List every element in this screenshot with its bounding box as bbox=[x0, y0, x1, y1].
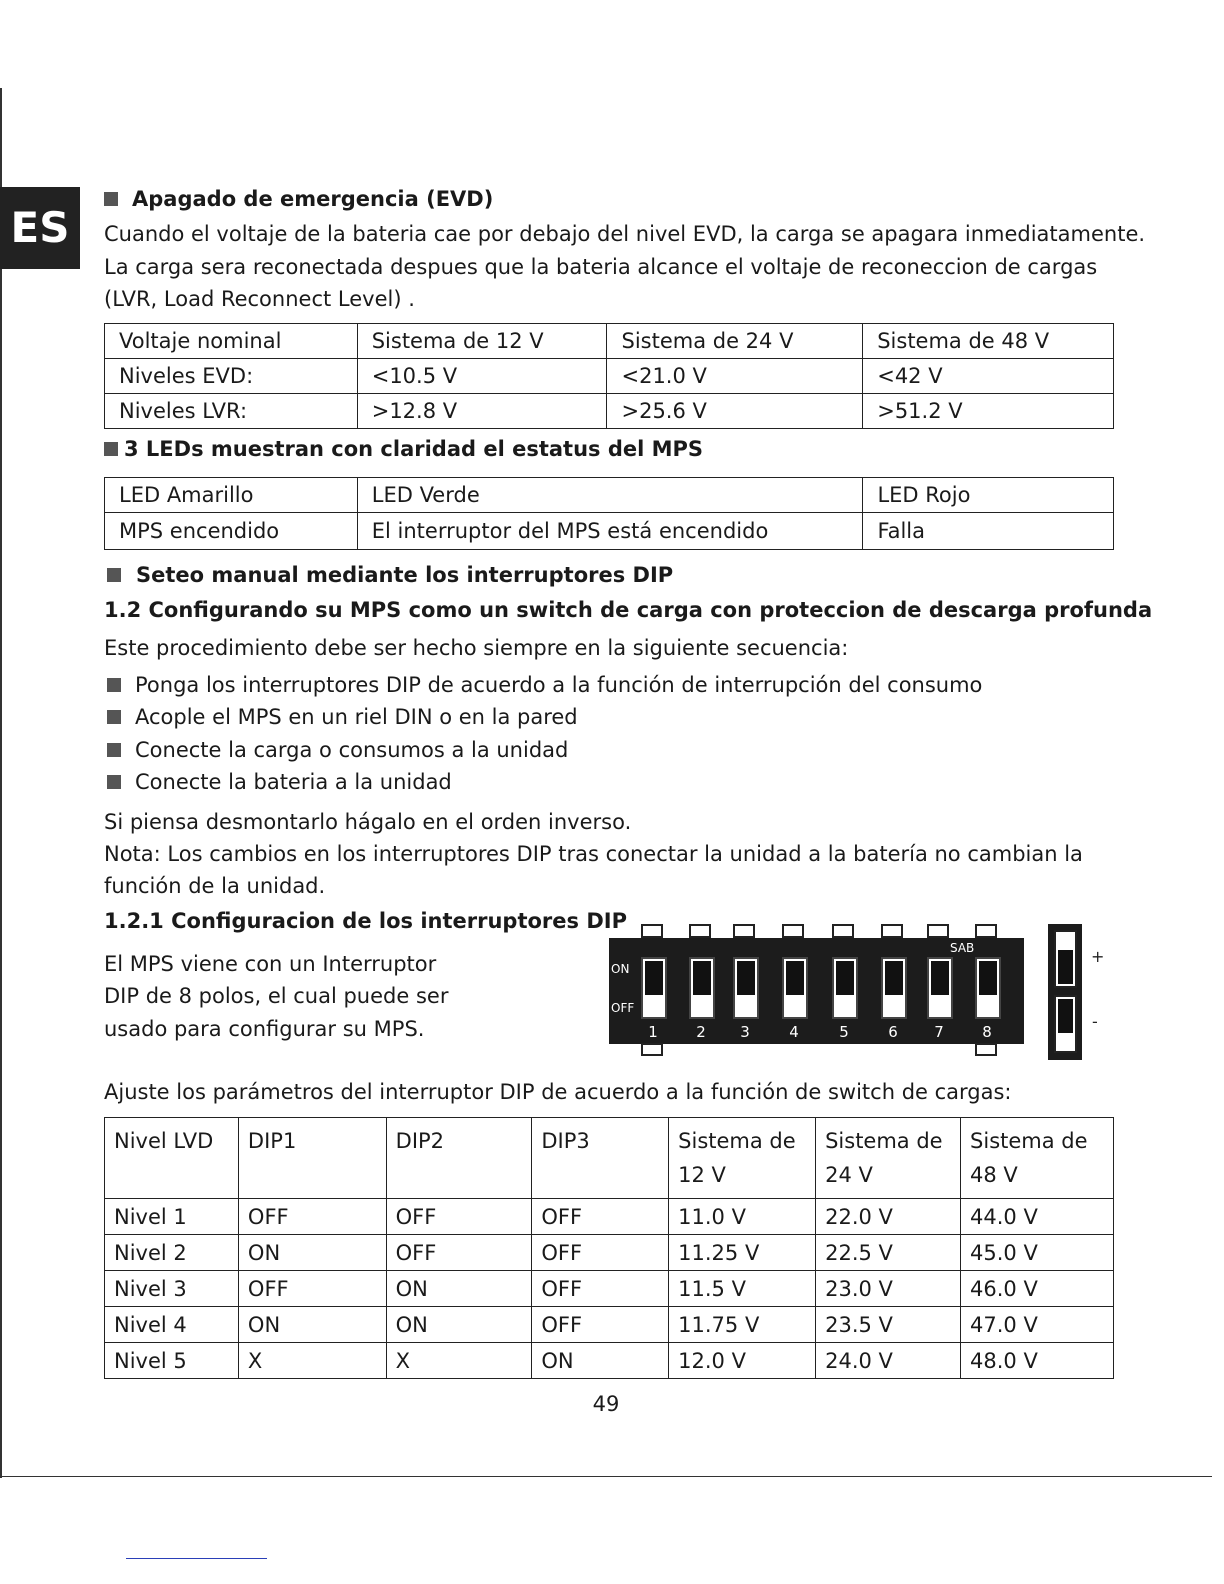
table-row bbox=[105, 1235, 1114, 1271]
table-cell: ON bbox=[238, 1235, 386, 1271]
dip-sab-label: SAB bbox=[950, 941, 975, 955]
table-row bbox=[105, 1343, 1114, 1379]
footer-link-line bbox=[126, 1558, 267, 1559]
minus-label: - bbox=[1092, 1012, 1098, 1031]
table-cell: Nivel 2 bbox=[105, 1235, 239, 1271]
table-cell: ON bbox=[386, 1271, 532, 1307]
table-cell: 22.0 V bbox=[816, 1199, 961, 1235]
config-text-3: usado para configurar su MPS. bbox=[104, 1017, 425, 1041]
bullet-square-icon bbox=[107, 568, 121, 582]
note-line-2: función de la unidad. bbox=[104, 874, 326, 898]
dip-number: 3 bbox=[740, 1023, 750, 1041]
page-left-border bbox=[0, 88, 2, 1478]
leds-heading: 3 LEDs muestran con claridad el estatus del MPS bbox=[104, 437, 703, 461]
table-cell: >25.6 V bbox=[607, 394, 863, 429]
config-text-1: El MPS viene con un Interruptor bbox=[104, 952, 437, 976]
bullet-square-icon bbox=[107, 710, 121, 724]
dip-number: 4 bbox=[789, 1023, 799, 1041]
table-cell: 48.0 V bbox=[961, 1343, 1114, 1379]
dip-number: 6 bbox=[888, 1023, 898, 1041]
bottom-pins bbox=[642, 1044, 996, 1055]
dip-number: 5 bbox=[839, 1023, 849, 1041]
table-cell: OFF bbox=[238, 1199, 386, 1235]
dip-number: 2 bbox=[696, 1023, 706, 1041]
plus-label: + bbox=[1091, 947, 1105, 966]
table-cell: MPS encendido bbox=[105, 513, 358, 550]
table-row bbox=[105, 478, 1114, 513]
table-cell: 45.0 V bbox=[961, 1235, 1114, 1271]
table-cell: OFF bbox=[532, 1199, 669, 1235]
dip-number: 1 bbox=[648, 1023, 658, 1041]
dip-section-heading: Seteo manual mediante los interruptores DIP bbox=[104, 563, 673, 587]
table-cell: ON bbox=[532, 1343, 669, 1379]
table-cell: >51.2 V bbox=[863, 394, 1114, 429]
evd-table bbox=[104, 323, 1114, 429]
top-pins bbox=[642, 925, 996, 937]
table-cell: Nivel 3 bbox=[105, 1271, 239, 1307]
table-cell: Sistema de 48 V bbox=[863, 324, 1114, 359]
table-cell: ON bbox=[238, 1307, 386, 1343]
table-row bbox=[105, 513, 1114, 550]
table-cell: OFF bbox=[386, 1235, 532, 1271]
table-cell: LED Verde bbox=[357, 478, 863, 513]
table-cell: Voltaje nominal bbox=[105, 324, 358, 359]
table-cell: <42 V bbox=[863, 359, 1114, 394]
table-cell: LED Rojo bbox=[863, 478, 1114, 513]
table-header-cell: Nivel LVD bbox=[105, 1118, 239, 1199]
evd-line-3: (LVR, Load Reconnect Level) . bbox=[104, 287, 415, 311]
table-cell: Sistema de 12 V bbox=[357, 324, 607, 359]
table-row bbox=[105, 1307, 1114, 1343]
table-header-cell: DIP1 bbox=[238, 1118, 386, 1199]
table-row bbox=[105, 1199, 1114, 1235]
table-cell: 11.5 V bbox=[669, 1271, 816, 1307]
table-cell: OFF bbox=[532, 1271, 669, 1307]
table-cell: Niveles EVD: bbox=[105, 359, 358, 394]
table-cell: >12.8 V bbox=[357, 394, 607, 429]
table-cell: 23.0 V bbox=[816, 1271, 961, 1307]
table-cell: 12.0 V bbox=[669, 1343, 816, 1379]
list-item: Acople el MPS en un riel DIN o en la pared bbox=[104, 701, 578, 733]
table-cell: OFF bbox=[238, 1271, 386, 1307]
table-cell: X bbox=[386, 1343, 532, 1379]
table-cell: Nivel 4 bbox=[105, 1307, 239, 1343]
note-line-1: Nota: Los cambios en los interruptores DIP tras conectar la unidad a la batería no cambian la bbox=[104, 842, 1083, 866]
table-row bbox=[105, 1271, 1114, 1307]
evd-line-2: La carga sera reconectada despues que la bateria alcance el voltaje de reconeccion de cargas bbox=[104, 255, 1098, 279]
table-cell: Nivel 1 bbox=[105, 1199, 239, 1235]
table-row bbox=[105, 359, 1114, 394]
lvd-table bbox=[104, 1117, 1114, 1379]
table-header-cell: Sistema de 24 V bbox=[816, 1118, 961, 1199]
table-cell: El interruptor del MPS está encendido bbox=[357, 513, 863, 550]
table-cell: OFF bbox=[532, 1235, 669, 1271]
table-cell: <10.5 V bbox=[357, 359, 607, 394]
dip-switch-diagram bbox=[600, 920, 1120, 1065]
table-cell: Niveles LVR: bbox=[105, 394, 358, 429]
table-header-cell: DIP3 bbox=[532, 1118, 669, 1199]
table-row bbox=[105, 394, 1114, 429]
table-row bbox=[105, 324, 1114, 359]
dip-on-label: ON bbox=[611, 962, 630, 976]
table-cell: OFF bbox=[532, 1307, 669, 1343]
table-cell: OFF bbox=[386, 1199, 532, 1235]
evd-heading: Apagado de emergencia (EVD) bbox=[104, 187, 493, 211]
table-cell: 47.0 V bbox=[961, 1307, 1114, 1343]
leds-table bbox=[104, 477, 1114, 550]
table-cell: LED Amarillo bbox=[105, 478, 358, 513]
page-number: 49 bbox=[592, 1392, 620, 1416]
legend-switches bbox=[1048, 924, 1082, 1060]
table-header-cell: Sistema de 48 V bbox=[961, 1118, 1114, 1199]
table-cell: <21.0 V bbox=[607, 359, 863, 394]
config-text-2: DIP de 8 polos, el cual puede ser bbox=[104, 984, 449, 1008]
table-cell: ON bbox=[386, 1307, 532, 1343]
evd-line-1: Cuando el voltaje de la bateria cae por debajo del nivel EVD, la carga se apagara inmediatamente. bbox=[104, 222, 1146, 246]
table-cell: 46.0 V bbox=[961, 1271, 1114, 1307]
dip-off-label: OFF bbox=[611, 1001, 635, 1015]
language-tab: ES bbox=[0, 187, 80, 269]
table-header-cell: DIP2 bbox=[386, 1118, 532, 1199]
adjust-text: Ajuste los parámetros del interruptor DIP de acuerdo a la función de switch de cargas: bbox=[104, 1080, 1012, 1104]
table-cell: 22.5 V bbox=[816, 1235, 961, 1271]
table-cell: Sistema de 24 V bbox=[607, 324, 863, 359]
bullet-square-icon bbox=[107, 743, 121, 757]
list-item: Conecte la carga o consumos a la unidad bbox=[104, 734, 568, 766]
table-cell: 24.0 V bbox=[816, 1343, 961, 1379]
table-cell: 44.0 V bbox=[961, 1199, 1114, 1235]
legend-on-lever bbox=[1058, 950, 1073, 984]
table-cell: 11.0 V bbox=[669, 1199, 816, 1235]
dip-section-subheading: 1.2 Configurando su MPS como un switch de carga con proteccion de descarga profunda bbox=[104, 598, 1153, 622]
config-heading: 1.2.1 Configuracion de los interruptores DIP bbox=[104, 909, 627, 933]
list-item: Conecte la bateria a la unidad bbox=[104, 766, 452, 798]
reverse-order-text: Si piensa desmontarlo hágalo en el orden inverso. bbox=[104, 810, 632, 834]
bullet-square-icon bbox=[104, 192, 118, 206]
table-cell: Falla bbox=[863, 513, 1114, 550]
dip-section-intro: Este procedimiento debe ser hecho siempre en la siguiente secuencia: bbox=[104, 636, 849, 660]
bullet-square-icon bbox=[107, 678, 121, 692]
list-item: Ponga los interruptores DIP de acuerdo a la función de interrupción del consumo bbox=[104, 669, 982, 701]
dip-number: 7 bbox=[934, 1023, 944, 1041]
table-cell: 11.75 V bbox=[669, 1307, 816, 1343]
legend-off-lever bbox=[1058, 999, 1073, 1033]
bullet-square-icon bbox=[107, 775, 121, 789]
table-cell: 11.25 V bbox=[669, 1235, 816, 1271]
bullet-square-icon bbox=[104, 442, 118, 456]
table-cell: 23.5 V bbox=[816, 1307, 961, 1343]
table-cell: Nivel 5 bbox=[105, 1343, 239, 1379]
table-header-cell: Sistema de 12 V bbox=[669, 1118, 816, 1199]
page-bottom-border bbox=[0, 1476, 1212, 1477]
table-cell: X bbox=[238, 1343, 386, 1379]
table-header-row bbox=[105, 1118, 1114, 1199]
dip-number: 8 bbox=[982, 1023, 992, 1041]
